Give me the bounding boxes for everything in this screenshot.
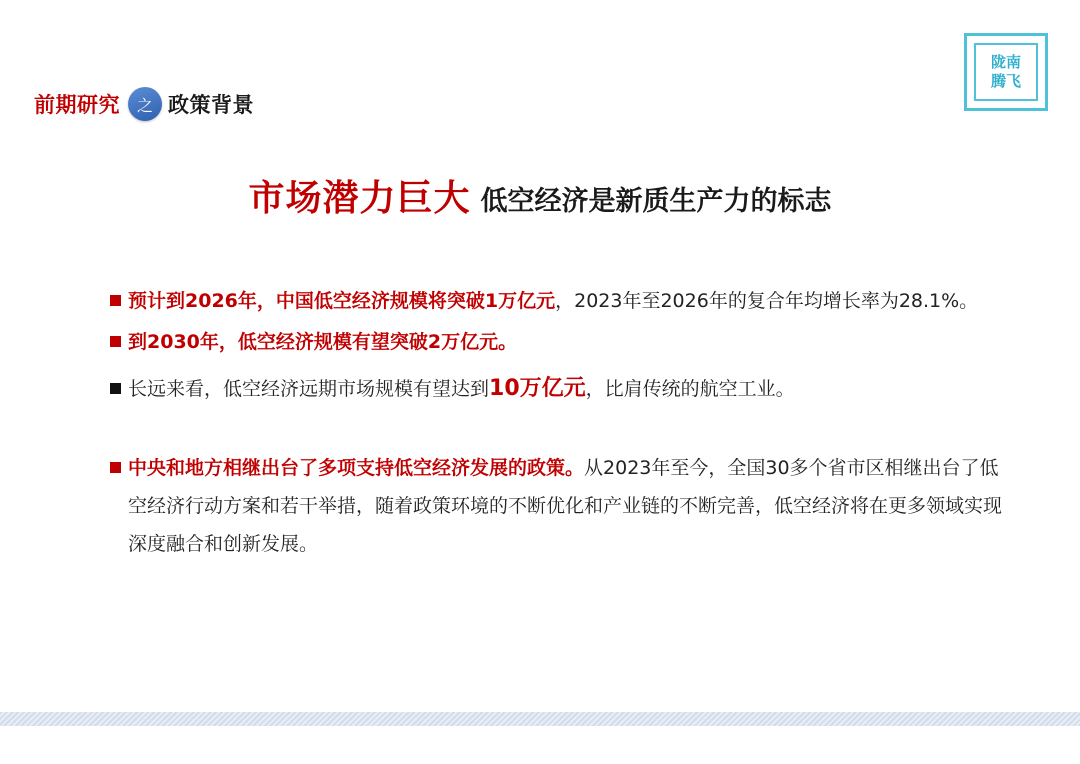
bullet-list [110,284,1010,563]
footer-band [0,712,1080,726]
logo [964,33,1048,111]
item-text: ，2023年至2026年的复合年均增长率为28.1%。 [555,290,979,312]
header-connector-badge: 之 [128,87,162,121]
item-text: ，比肩传统的航空工业。 [585,378,795,400]
square-bullet-icon [110,295,121,306]
item-highlight: 预计到2026年，中国低空经济规模将突破1万亿元 [128,290,556,312]
page-title [0,170,1080,221]
item-highlight: 中央和地方相继出台了多项支持低空经济发展的政策。 [128,457,585,479]
item-text: 长远来看，低空经济远期市场规模有望达到 [128,378,490,400]
section-header [34,84,254,124]
title-main: 市场潜力巨大 [248,178,471,219]
logo-line-1: 陇南 [990,53,1021,71]
header-left-label: 前期研究 [34,93,120,117]
list-item [110,325,1010,359]
square-bullet-icon [110,336,121,347]
square-bullet-icon [110,462,121,473]
list-item [110,372,1010,406]
list-item [110,449,1010,563]
list-item [110,284,1010,318]
item-highlight: 到2030年，低空经济规模有望突破2万亿元。 [128,331,518,353]
header-right-label: 政策背景 [168,93,254,117]
item-text: 从2023年至今，全国30多个省市区相继出台了低空经济行动方案和若干举措，随着政策环境的不断优化和产业链的不断完善，低空经济将在更多领域实现深度融合和创新发展。 [128,457,1003,555]
logo-line-2: 腾飞 [990,72,1021,90]
item-highlight: 10万亿元 [489,376,586,401]
logo-inner-frame [974,43,1038,101]
square-bullet-icon [110,383,121,394]
title-sub: 低空经济是新质生产力的标志 [480,186,832,217]
